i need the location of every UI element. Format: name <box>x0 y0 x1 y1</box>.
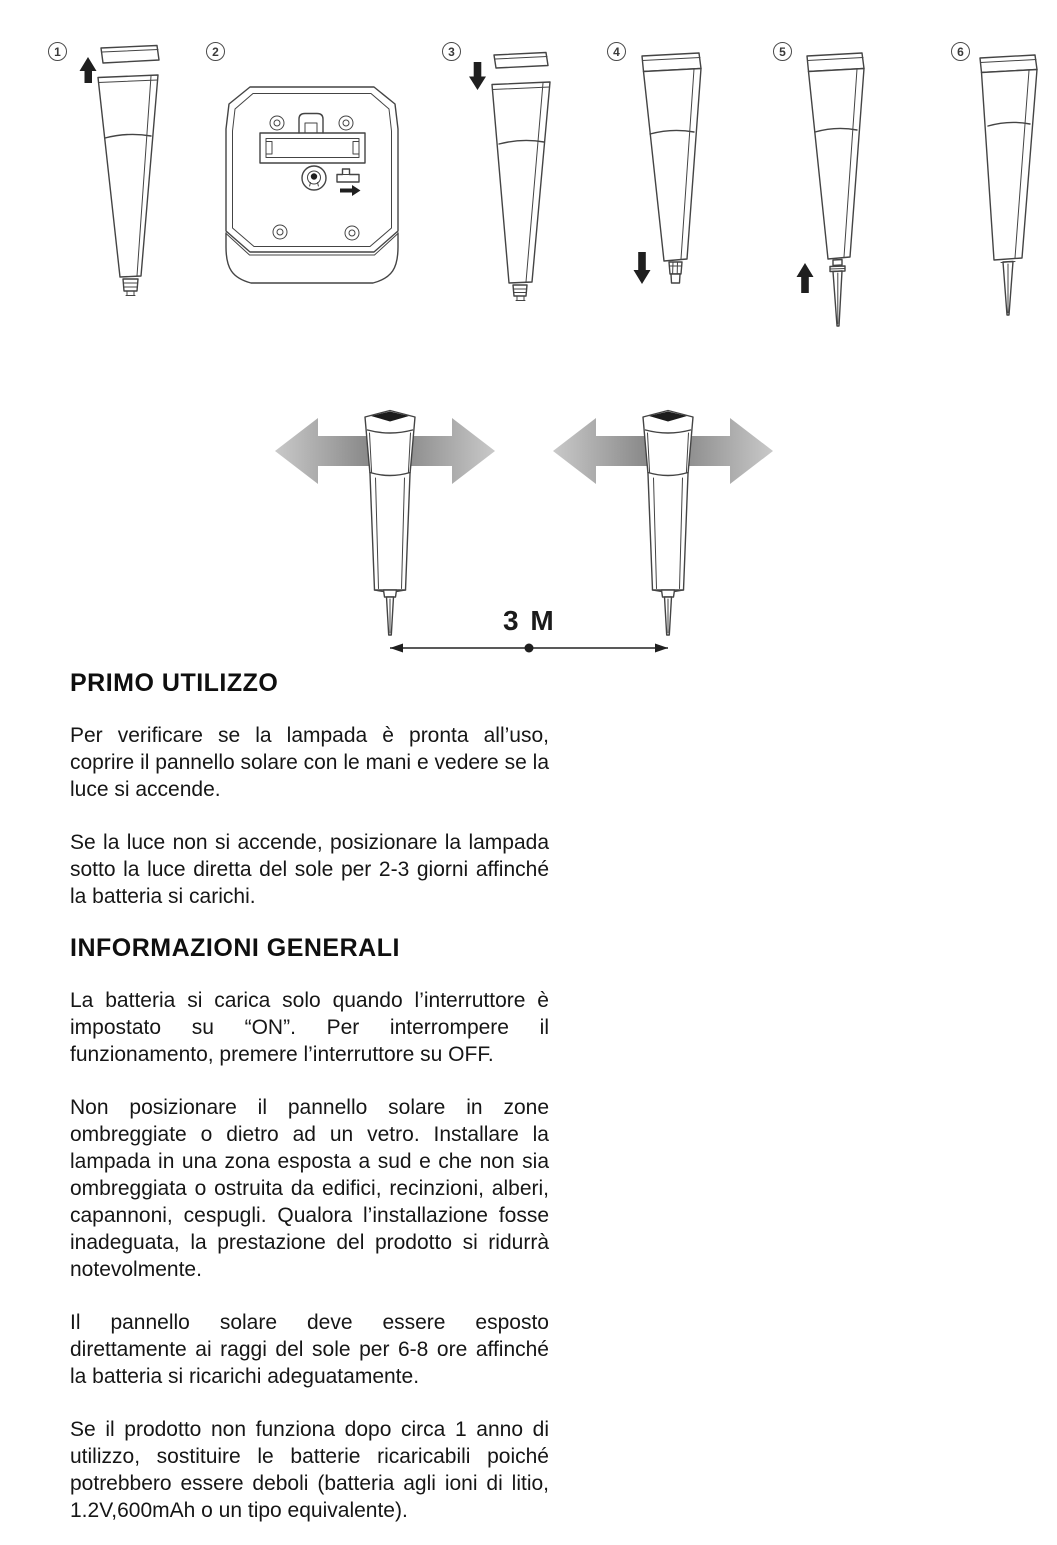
ground-spike <box>830 260 845 327</box>
paragraph: Se la luce non si accende, posizionare la lampada sotto la luce diretta del sole per 2-3 giorni affinché la batteria si carichi. <box>70 831 549 908</box>
solar-lamp-left <box>365 411 415 636</box>
paragraph: Non posizionare il pannello solare in zone ombreggiate o dietro ad un vetro. Installare la lampada in una zona esposta a sud e che non sia ombreggiata o ostruita da edifici, recinzioni, alberi, capannoni, cespugli. Qualora l’installazione fosse inadeguata, la prestazione del prodotto si ridurrà notevolmente. <box>70 1096 549 1281</box>
instructions <box>70 671 549 1545</box>
lamp-cap <box>101 46 159 64</box>
lamp-body <box>642 53 701 261</box>
step-number-badge: 6 <box>951 42 970 61</box>
spike-connector <box>669 262 682 283</box>
up-arrow-icon <box>797 263 814 293</box>
lamp-body <box>98 75 158 277</box>
paragraph: Il pannello solare deve essere esposto direttamente ai raggi del sole per 6-8 ore affinché la batteria si ricarichi adeguatamente. <box>70 1311 549 1388</box>
lamp-head-underside <box>226 87 398 283</box>
step-number-badge: 4 <box>607 42 626 61</box>
distance-label: 3 M <box>503 605 556 636</box>
step-number-badge: 3 <box>442 42 461 61</box>
step-number-badge: 1 <box>48 42 67 61</box>
section-heading-primo-utilizzo: PRIMO UTILIZZO <box>70 669 279 697</box>
step-number-badge: 5 <box>773 42 792 61</box>
down-arrow-icon <box>634 252 651 284</box>
paragraph: La batteria si carica solo quando l’interruttore è impostato su “ON”. Per interrompere il funzionamento, premere l’interruttore su OFF. <box>70 989 549 1066</box>
paragraph: Se il prodotto non funziona dopo circa 1 anno di utilizzo, sostituire le batterie ricaricabili poiché potrebbero essere deboli (batteria agli ioni di litio, 1.2V,600mAh o un tipo equivalente). <box>70 1418 549 1522</box>
lamp-cap <box>494 53 548 69</box>
paragraph: Per verificare se la lampada è pronta all’uso, coprire il pannello solare con le mani e vedere se la luce si accende. <box>70 724 549 801</box>
lamp-body <box>492 82 550 283</box>
solar-lamp-right <box>643 411 693 636</box>
section-heading-informazioni-generali: INFORMAZIONI GENERALI <box>70 934 400 962</box>
up-arrow-icon <box>80 57 97 83</box>
lamp-connector <box>513 285 527 301</box>
down-arrow-icon <box>469 62 486 90</box>
assembled-lamp <box>980 55 1037 315</box>
lamp-connector <box>123 279 138 296</box>
lamp-body <box>807 53 864 259</box>
step-number-badge: 2 <box>206 42 225 61</box>
distance-dimension-line <box>390 644 668 653</box>
